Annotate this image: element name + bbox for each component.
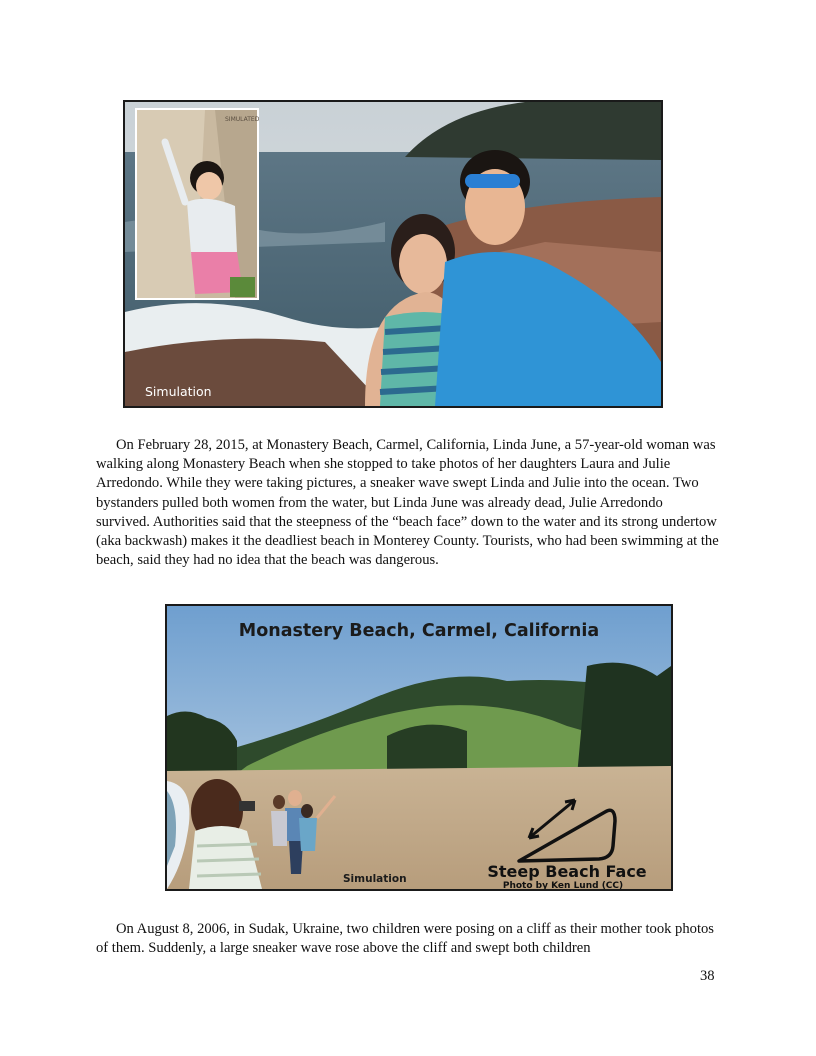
inset-caption: SIMULATED (225, 116, 260, 123)
steep-beach-face-label: Steep Beach Face (487, 862, 647, 881)
page-number: 38 (700, 968, 715, 984)
selfie-coast-photo (123, 100, 663, 408)
paragraph-text: On August 8, 2006, in Sudak, Ukraine, two children were posing on a cliff as their mother took photos of them. Suddenly, a large sneaker wave rose above the cliff and swept both children (96, 921, 714, 957)
simulation-label: Simulation (343, 873, 407, 885)
photo-title: Monastery Beach, Carmel, California (238, 621, 600, 641)
simulation-label: Simulation (145, 384, 212, 399)
monastery-beach-photo (165, 604, 673, 891)
paragraph-text: On February 28, 2015, at Monastery Beach, Carmel, California, Linda June, a 57-year-old woman was walking along Monastery Beach when she stopped to take photos of her daughters Laura and Julie Arredondo. While they were taking pictures, a sneaker wave swept Linda and Julie into the ocean. Two bystanders pulled both women from the water, but Linda June was already dead, Julie Arredondo survived. Authorities said that the steepness of the “beach face” down to the water and its strong undertow (aka backwash) makes it the deadliest beach in Monterey County. Tourists, who had been swimming at the beach, said they had no idea that the beach was dangerous. (96, 437, 719, 569)
photo-credit: Photo by Ken Lund (CC) (502, 881, 624, 889)
body-paragraph (96, 920, 720, 958)
body-paragraph (96, 436, 720, 570)
